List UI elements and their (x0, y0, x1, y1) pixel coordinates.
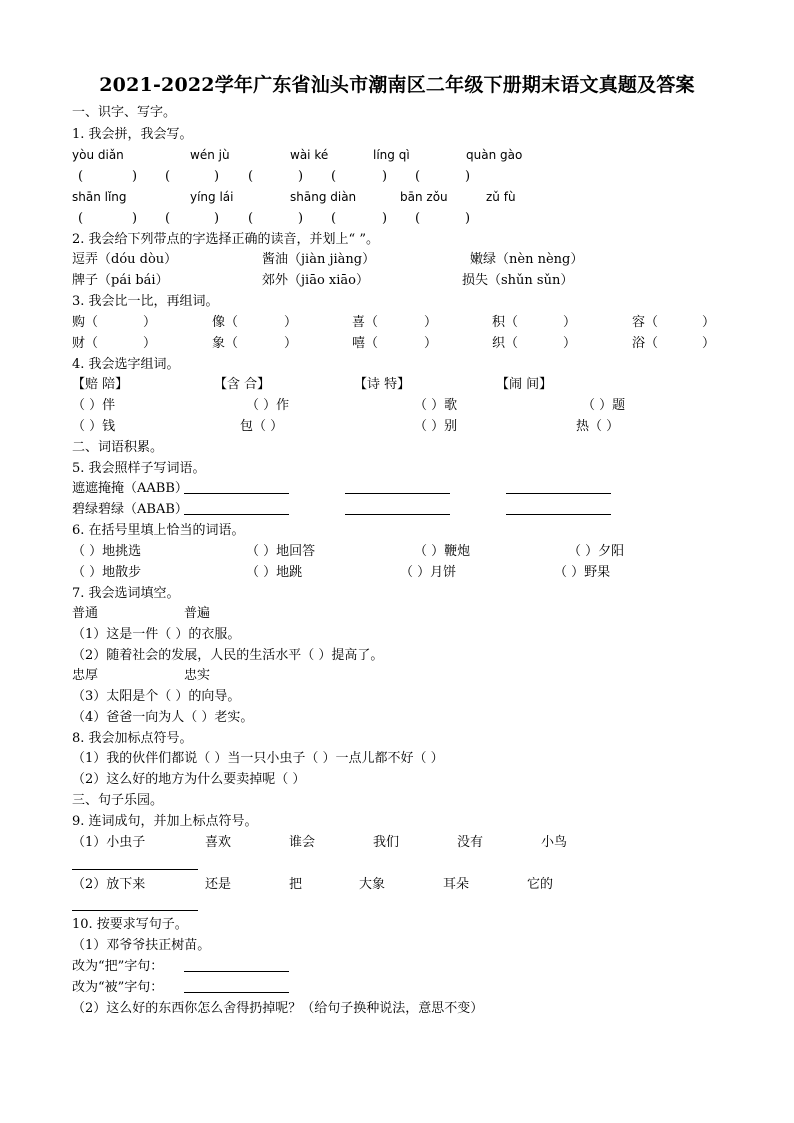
paren-close: ） (284, 336, 298, 351)
word-tile: 没有 (457, 835, 484, 850)
answer-blank[interactable]: ( (165, 211, 171, 226)
word-blank[interactable]: （ ）月饼 (400, 565, 457, 580)
page-title: 2021-2022学年广东省汕头市潮南区二年级下册期末语文真题及答案 (99, 74, 695, 96)
word-option: 忠厚 (72, 668, 99, 683)
pinyin-item: wài ké (290, 148, 329, 162)
answer-blank[interactable]: ( (331, 211, 337, 226)
word-blank[interactable]: （ ）野果 (554, 565, 611, 580)
answer-blank[interactable]: ( (248, 211, 254, 226)
compare-char: 织（ (492, 336, 519, 351)
answer-blank[interactable]: ( (165, 169, 171, 184)
pinyin-item: zǔ fù (486, 190, 516, 204)
reading-option: 郊外（jiāo xiāo） (262, 273, 369, 288)
ba-sentence-prompt: 改为“把”字句： (72, 959, 164, 974)
char-group: 【赔 陪】 (72, 377, 129, 392)
paren-close: ） (143, 336, 157, 351)
word-tile: 谁会 (289, 835, 316, 850)
paren-close: ） (424, 315, 438, 330)
reading-option: 酱油（jiàn jiàng） (262, 252, 376, 267)
answer-line[interactable] (72, 910, 198, 911)
char-group: 【闹 间】 (496, 377, 553, 392)
compare-char: 喜（ (352, 315, 379, 330)
word-blank[interactable]: 包（ ） (240, 419, 284, 434)
paren-close: ） (563, 315, 577, 330)
rewrite-sentence: （2）这么好的东西你怎么舍得扔掉呢？（给句子换种说法，意思不变） (72, 1001, 484, 1016)
pinyin-item: quàn gào (466, 148, 523, 162)
word-blank[interactable]: （ ）地挑选 (72, 544, 142, 559)
compare-char: 财（ (72, 336, 99, 351)
example-word: 碧绿碧绿（ABAB） (72, 502, 188, 517)
answer-line[interactable] (184, 493, 289, 494)
word-blank[interactable]: （ ）歌 (414, 398, 458, 413)
answer-blank[interactable]: ( (415, 211, 421, 226)
reading-option: 牌子（pái bái） (72, 273, 169, 288)
answer-line[interactable] (506, 493, 611, 494)
word-blank[interactable]: （ ）别 (414, 419, 458, 434)
paren-close: ） (563, 336, 577, 351)
pinyin-item: bān zǒu (400, 190, 448, 204)
question-1-label: 1. 我会拼，我会写。 (72, 127, 193, 142)
word-blank[interactable]: 热（ ） (576, 419, 620, 434)
answer-line[interactable] (184, 992, 289, 993)
paren-close: ） (702, 315, 716, 330)
word-tile: （2）放下来 (72, 877, 146, 892)
question-7-label: 7. 我会选词填空。 (72, 586, 180, 601)
fill-sentence[interactable]: （1）这是一件（ ）的衣服。 (72, 627, 241, 642)
paren-close: ） (143, 315, 157, 330)
pinyin-item: líng qì (373, 148, 410, 162)
answer-blank[interactable]: ( (331, 169, 337, 184)
word-blank[interactable]: （ ）钱 (72, 419, 116, 434)
pinyin-item: wén jù (190, 148, 230, 162)
word-blank[interactable]: （ ）伴 (72, 398, 116, 413)
char-group: 【诗 特】 (354, 377, 411, 392)
fill-sentence[interactable]: （2）随着社会的发展，人民的生活水平（ ）提高了。 (72, 648, 384, 663)
answer-blank[interactable]: ( (415, 169, 421, 184)
pinyin-item: yòu diǎn (72, 148, 124, 162)
question-5-label: 5. 我会照样子写词语。 (72, 461, 206, 476)
word-blank[interactable]: （ ）作 (246, 398, 290, 413)
answer-blank[interactable]: ) (382, 169, 388, 184)
answer-blank[interactable]: ) (465, 211, 471, 226)
reading-option: 损失（shǔn sǔn） (462, 273, 574, 288)
word-tile: 我们 (373, 835, 400, 850)
question-4-label: 4. 我会选字组词。 (72, 357, 180, 372)
compare-char: 浴（ (632, 336, 659, 351)
answer-blank[interactable]: ) (465, 169, 471, 184)
example-word: 遮遮掩掩（AABB） (72, 481, 188, 496)
answer-blank[interactable]: ) (132, 169, 138, 184)
word-tile: 把 (289, 877, 303, 892)
word-tile: 还是 (205, 877, 232, 892)
paren-close: ） (424, 336, 438, 351)
word-blank[interactable]: （ ）题 (582, 398, 626, 413)
answer-line[interactable] (345, 493, 450, 494)
pinyin-item: shāng diàn (290, 190, 357, 204)
section-heading-2: 二、词语积累。 (72, 440, 164, 455)
question-3-label: 3. 我会比一比，再组词。 (72, 294, 219, 309)
answer-blank[interactable]: ) (214, 169, 220, 184)
answer-line[interactable] (506, 514, 611, 515)
word-option: 普遍 (184, 606, 211, 621)
answer-blank[interactable]: ) (298, 169, 304, 184)
answer-blank[interactable]: ) (214, 211, 220, 226)
section-heading-1: 一、识字、写字。 (72, 105, 177, 120)
compare-char: 像（ (212, 315, 239, 330)
word-tile: 喜欢 (205, 835, 232, 850)
answer-line[interactable] (184, 514, 289, 515)
pinyin-item: yíng lái (190, 190, 234, 204)
word-tile: 小鸟 (541, 835, 568, 850)
compare-char: 积（ (492, 315, 519, 330)
word-tile: 大象 (359, 877, 386, 892)
word-blank[interactable]: （ ）地跳 (246, 565, 303, 580)
question-6-label: 6. 在括号里填上恰当的词语。 (72, 523, 245, 538)
compare-char: 容（ (632, 315, 659, 330)
compare-char: 象（ (212, 336, 239, 351)
word-tile: （1）小虫子 (72, 835, 146, 850)
word-blank[interactable]: （ ）鞭炮 (414, 544, 471, 559)
punctuation-sentence[interactable]: （2）这么好的地方为什么要卖掉呢（ ） (72, 772, 306, 787)
answer-line[interactable] (72, 869, 198, 870)
answer-line[interactable] (184, 971, 289, 972)
reading-option: 逗弄（dóu dòu） (72, 252, 178, 267)
bei-sentence-prompt: 改为“被”字句： (72, 980, 164, 995)
paren-close: ） (284, 315, 298, 330)
answer-blank[interactable]: ) (298, 211, 304, 226)
question-9-label: 9. 连词成句，并加上标点符号。 (72, 814, 258, 829)
answer-blank[interactable]: ) (382, 211, 388, 226)
question-10-label: 10. 按要求写句子。 (72, 917, 188, 932)
char-group: 【含 合】 (214, 377, 271, 392)
compare-char: 购（ (72, 315, 99, 330)
pinyin-item: shān lǐng (72, 190, 127, 204)
word-tile: 它的 (527, 877, 554, 892)
paren-close: ） (702, 336, 716, 351)
question-8-label: 8. 我会加标点符号。 (72, 731, 193, 746)
section-heading-3: 三、句子乐园。 (72, 793, 164, 808)
word-blank[interactable]: （ ）地散步 (72, 565, 142, 580)
question-2-label: 2. 我会给下列带点的字选择正确的读音，并划上“ ”。 (72, 232, 379, 247)
fill-sentence[interactable]: （4）爸爸一向为人（ ）老实。 (72, 710, 254, 725)
answer-line[interactable] (345, 514, 450, 515)
punctuation-sentence[interactable]: （1）我的伙伴们都说（ ）当一只小虫子（ ）一点儿都不好（ ） (72, 751, 444, 766)
compare-char: 嘻（ (352, 336, 379, 351)
word-tile: 耳朵 (443, 877, 470, 892)
answer-blank[interactable]: ) (132, 211, 138, 226)
answer-blank[interactable]: ( (78, 169, 84, 184)
word-option: 忠实 (184, 668, 211, 683)
word-blank[interactable]: （ ）夕阳 (568, 544, 625, 559)
source-sentence: （1）邓爷爷扶正树苗。 (72, 938, 211, 953)
reading-option: 嫩绿（nèn nèng） (470, 252, 584, 267)
answer-blank[interactable]: ( (248, 169, 254, 184)
word-blank[interactable]: （ ）地回答 (246, 544, 316, 559)
answer-blank[interactable]: ( (78, 211, 84, 226)
word-option: 普通 (72, 606, 99, 621)
fill-sentence[interactable]: （3）太阳是个（ ）的向导。 (72, 689, 241, 704)
